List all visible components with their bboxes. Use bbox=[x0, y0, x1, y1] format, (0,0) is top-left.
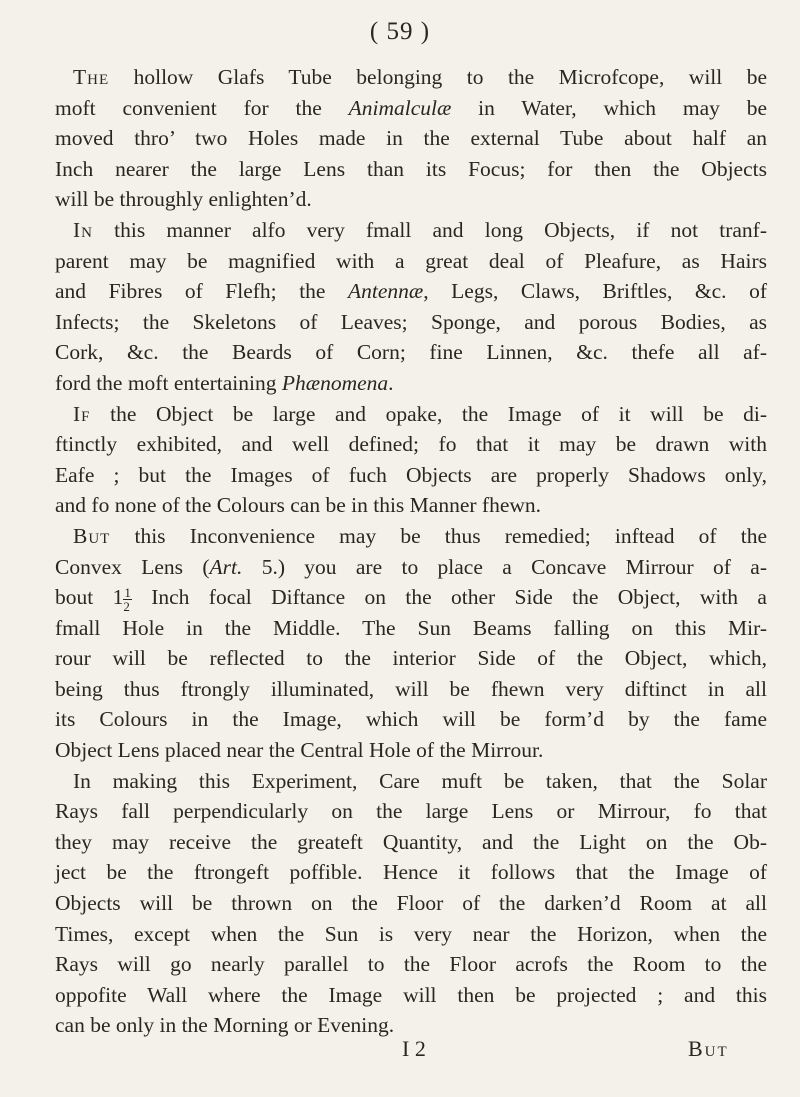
text-line bbox=[55, 184, 767, 215]
line-text: parent may be magnified with a great deal of Pleafure, as Hairs bbox=[55, 248, 767, 273]
line-text: Eafe ; but the Images of fuch Objects are properly Shadows only, bbox=[55, 462, 767, 487]
line-text: and Fibres of Flefh; the bbox=[55, 279, 348, 304]
text-line bbox=[55, 337, 767, 368]
line-text: its Colours in the Image, which will be form’d by the fame bbox=[55, 707, 767, 732]
fraction-denominator: 2 bbox=[123, 598, 130, 614]
line-text: will be throughly enlighten’d. bbox=[55, 187, 312, 212]
italic-text: Animalculæ bbox=[348, 95, 452, 120]
line-text: they may receive the greateft Quantity, and the Light on the Ob- bbox=[55, 829, 767, 854]
text-line bbox=[55, 704, 767, 735]
text-line bbox=[55, 674, 767, 705]
text-line bbox=[55, 460, 767, 491]
text-line bbox=[55, 949, 767, 980]
line-text: can be only in the Morning or Evening. bbox=[55, 1013, 395, 1038]
text-line bbox=[55, 368, 767, 399]
paragraph-lead-word: If bbox=[73, 401, 91, 426]
line-text: rour will be reflected to the interior Side of the Object, which, bbox=[55, 646, 767, 671]
fraction-numerator: 1 bbox=[124, 584, 131, 600]
text-line bbox=[55, 429, 767, 460]
page-number: ( 59 ) bbox=[369, 18, 431, 45]
line-text: fmall Hole in the Middle. The Sun Beams falling on this Mir- bbox=[55, 615, 767, 640]
line-text: ftinctly exhibited, and well defined; fo that it may be drawn with bbox=[55, 432, 767, 457]
line-text-tail: . bbox=[388, 370, 394, 395]
text-line bbox=[55, 857, 767, 888]
text-line bbox=[55, 827, 767, 858]
text-line bbox=[55, 123, 767, 154]
text-line bbox=[55, 796, 767, 827]
line-text: being thus ftrongly illuminated, will be fhewn very diftinct in all bbox=[55, 676, 767, 701]
paragraph bbox=[55, 215, 767, 399]
line-text: oppofite Wall where the Image will then be projected ; and this bbox=[55, 982, 767, 1007]
text-line bbox=[55, 215, 767, 246]
signature-mark: I 2 bbox=[402, 1036, 426, 1061]
line-text: Convex Lens ( bbox=[55, 554, 210, 579]
text-line bbox=[55, 888, 767, 919]
body-text bbox=[55, 62, 767, 1041]
paragraph-lead-word: The bbox=[73, 65, 110, 89]
text-line bbox=[55, 766, 767, 797]
text-line bbox=[55, 399, 767, 430]
fraction bbox=[123, 586, 132, 613]
line-text: ject be the ftrongeft poffible. Hence it follows that the Image of bbox=[55, 860, 767, 885]
italic-text: Phænomena bbox=[281, 370, 389, 395]
line-text: bout 1 bbox=[55, 585, 124, 610]
line-text: Inch nearer the large Lens than its Focus; for then the Objects bbox=[55, 156, 767, 181]
text-line bbox=[55, 521, 767, 552]
text-line bbox=[55, 276, 767, 307]
paragraph bbox=[55, 62, 767, 215]
line-text: this manner alfo very fmall and long Objects, if not tranf- bbox=[93, 217, 767, 242]
page-footer bbox=[0, 1036, 800, 1076]
line-text: and fo none of the Colours can be in this Manner fhewn. bbox=[55, 493, 542, 518]
paragraph bbox=[55, 399, 767, 521]
text-line bbox=[55, 643, 767, 674]
paragraph-lead-word: But bbox=[73, 523, 111, 548]
text-line bbox=[55, 552, 767, 583]
text-line bbox=[55, 154, 767, 185]
paragraph-lead-word: In bbox=[73, 217, 93, 242]
line-text: hollow Glafs Tube belonging to the Microfcope, will be bbox=[109, 65, 767, 89]
line-text-tail: in Water, which may be bbox=[451, 95, 767, 120]
line-text-tail: Inch focal Diftance on the other Side the Object, with a bbox=[131, 585, 767, 610]
line-text: Object Lens placed near the Central Hole of the Mirrour. bbox=[55, 738, 544, 763]
text-line bbox=[55, 93, 767, 124]
line-text: moft convenient for the bbox=[55, 95, 349, 120]
line-text: Rays fall perpendicularly on the large Lens or Mirrour, fo that bbox=[55, 799, 767, 824]
text-line bbox=[55, 613, 767, 644]
text-line bbox=[55, 735, 767, 766]
text-line bbox=[55, 919, 767, 950]
line-text-tail: , Legs, Claws, Briftles, &c. of bbox=[423, 279, 767, 304]
italic-text: Art. bbox=[209, 554, 243, 579]
line-text-tail: 5.) you are to place a Concave Mirrour of a- bbox=[242, 554, 767, 579]
line-text: this Inconvenience may be thus remedied; inftead of the bbox=[110, 523, 767, 548]
paragraph bbox=[55, 521, 767, 766]
line-text: Rays will go nearly parallel to the Floor acrofs the Room to the bbox=[55, 952, 767, 977]
catchword: But bbox=[688, 1036, 729, 1061]
paragraph bbox=[55, 766, 767, 1041]
italic-text: Antennæ bbox=[348, 279, 424, 304]
text-line bbox=[55, 307, 767, 338]
text-line bbox=[55, 246, 767, 277]
text-line bbox=[55, 582, 767, 613]
line-text: In making this Experiment, Care muft be taken, that the Solar bbox=[73, 768, 767, 793]
text-line bbox=[55, 62, 767, 93]
line-text: Times, except when the Sun is very near the Horizon, when the bbox=[55, 921, 767, 946]
line-text: ford the moft entertaining bbox=[55, 370, 282, 395]
text-line bbox=[55, 980, 767, 1011]
line-text: moved thro’ two Holes made in the external Tube about half an bbox=[55, 126, 767, 151]
line-text: the Object be large and opake, the Image of it will be di- bbox=[90, 401, 767, 426]
text-line bbox=[55, 490, 767, 521]
line-text: Cork, &c. the Beards of Corn; fine Linnen, &c. thefe all af- bbox=[55, 340, 767, 365]
line-text: Infects; the Skeletons of Leaves; Sponge, and porous Bodies, as bbox=[55, 309, 767, 334]
line-text: Objects will be thrown on the Floor of the darken’d Room at all bbox=[55, 891, 767, 916]
